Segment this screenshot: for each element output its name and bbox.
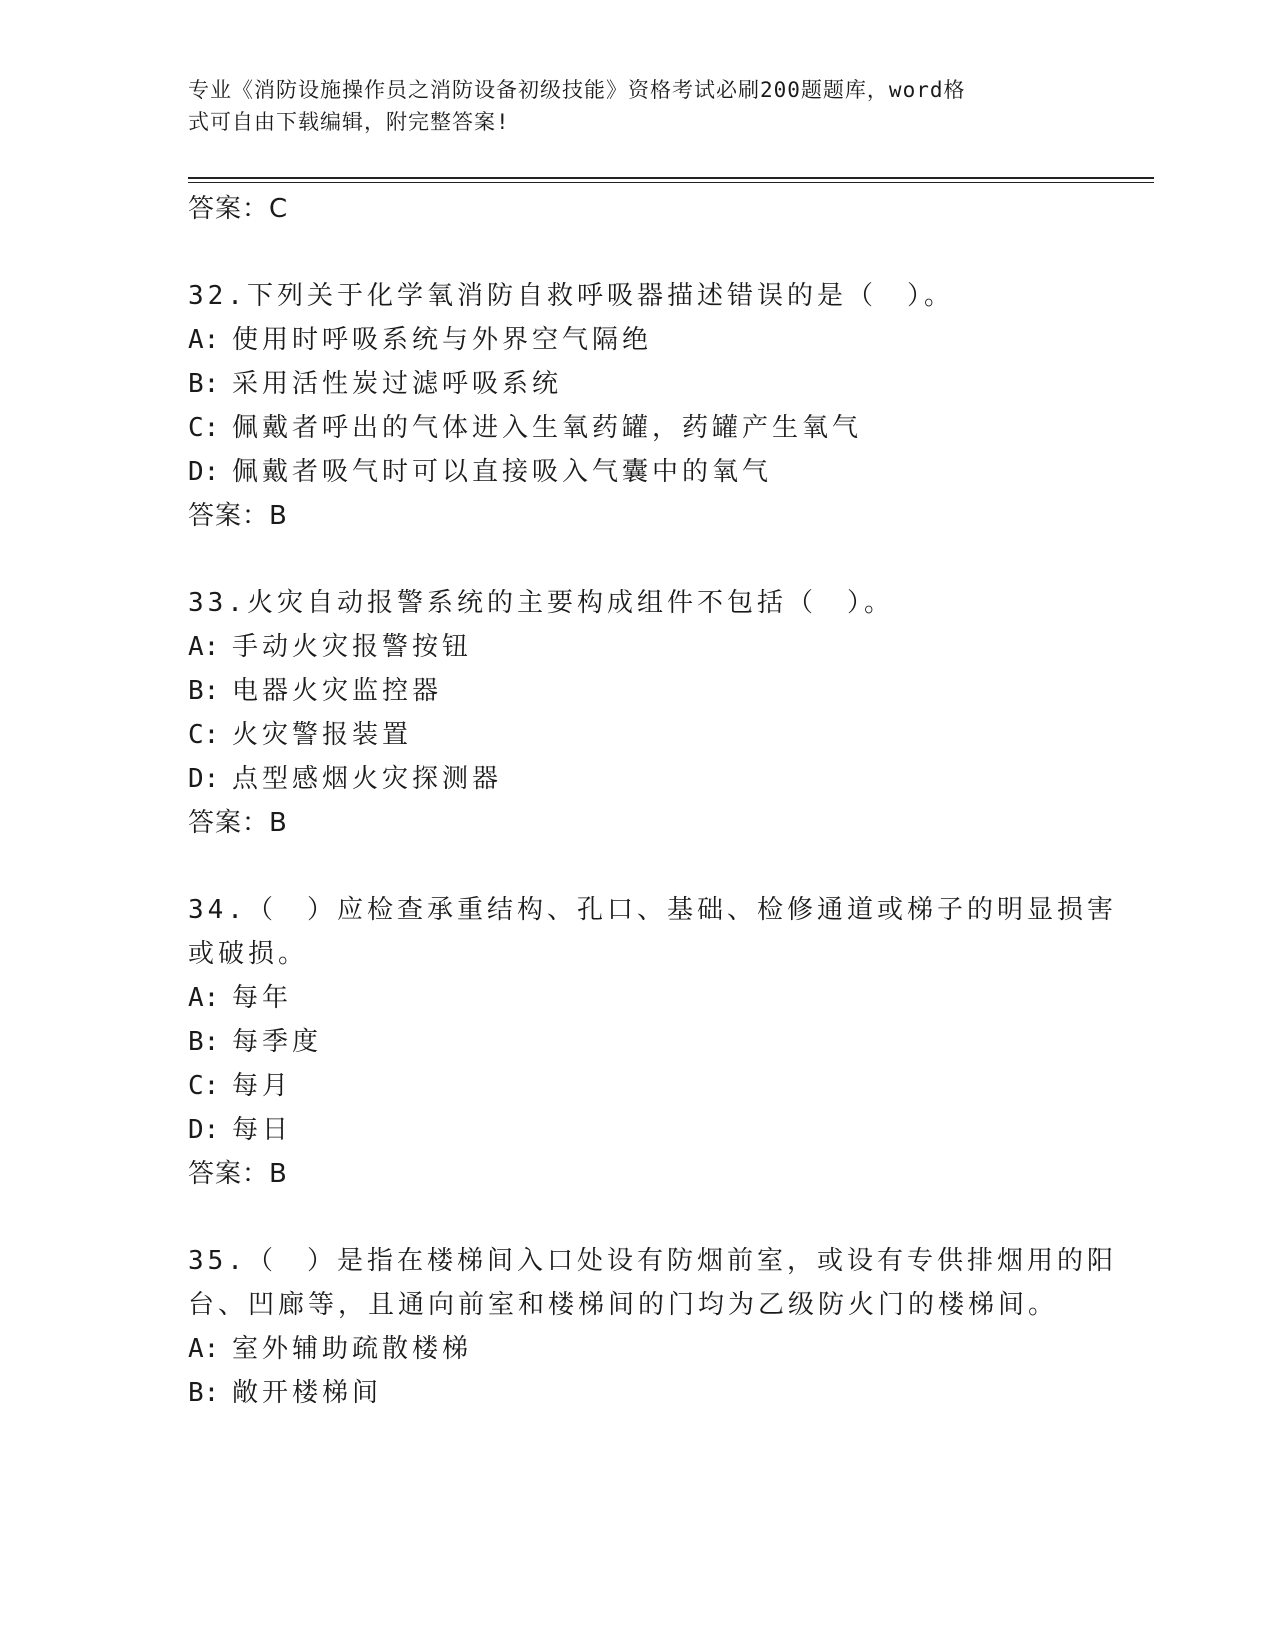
question-stem-continued: 台、凹廊等，且通向前室和楼梯间的门均为乙级防火门的楼梯间。 [188,1290,1059,1320]
document-header [188,74,1088,138]
previous-answer: 答案：C [188,194,289,224]
option-label: D: [188,457,220,487]
option-text: 每日 [232,1115,293,1145]
option-label: B: [188,676,220,706]
question-stem: 32.下列关于化学氧消防自救呼吸器描述错误的是（ ）。 [188,281,954,311]
option-b [188,671,442,711]
option-label: D: [188,764,220,794]
option-c [188,1066,292,1106]
option-text: 手动火灾报警按钮 [232,632,473,662]
option-label: A: [188,325,220,355]
option-a [188,1329,472,1369]
option-c [188,408,862,448]
question-stem-continued: 或破损。 [188,939,309,969]
header-line-2: 式可自由下载编辑，附完整答案! [188,110,510,134]
option-text: 火灾警报装置 [232,720,413,750]
question-stem: 34.（ ）应检查承重结构、孔口、基础、检修通道或梯子的明显损害 [188,895,1117,925]
option-b [188,1022,322,1062]
option-label: A: [188,1334,220,1364]
header-divider-thick [188,177,1154,179]
option-text: 每月 [232,1071,293,1101]
option-text: 佩戴者吸气时可以直接吸入气囊中的氧气 [232,457,773,487]
option-text: 每年 [232,983,293,1013]
question-stem: 35.（ ）是指在楼梯间入口处设有防烟前室，或设有专供排烟用的阳 [188,1246,1117,1276]
option-d [188,759,502,799]
option-a [188,978,292,1018]
option-text: 佩戴者呼出的气体进入生氧药罐，药罐产生氧气 [232,413,863,443]
option-label: C: [188,720,220,750]
option-a [188,627,472,667]
option-label: A: [188,632,220,662]
option-text: 室外辅助疏散楼梯 [232,1334,473,1364]
option-label: C: [188,1071,220,1101]
option-label: B: [188,1378,220,1408]
answer: 答案：B [188,501,288,531]
question-stem: 33.火灾自动报警系统的主要构成组件不包括（ ）。 [188,588,894,618]
option-text: 每季度 [232,1027,323,1057]
option-b [188,364,562,404]
option-label: D: [188,1115,220,1145]
option-text: 使用时呼吸系统与外界空气隔绝 [232,325,653,355]
option-label: A: [188,983,220,1013]
option-b [188,1373,382,1413]
header-line-1: 专业《消防设施操作员之消防设备初级技能》资格考试必刷200题题库，word格 [188,78,966,102]
option-text: 电器火灾监控器 [232,676,443,706]
option-d [188,1110,292,1150]
option-text: 敞开楼梯间 [232,1378,383,1408]
header-divider-thin [188,182,1154,183]
option-label: B: [188,1027,220,1057]
option-label: C: [188,413,220,443]
option-c [188,715,412,755]
option-text: 采用活性炭过滤呼吸系统 [232,369,563,399]
option-label: B: [188,369,220,399]
option-a [188,320,652,360]
option-d [188,452,772,492]
option-text: 点型感烟火灾探测器 [232,764,503,794]
answer: 答案：B [188,1159,288,1189]
answer: 答案：B [188,808,288,838]
